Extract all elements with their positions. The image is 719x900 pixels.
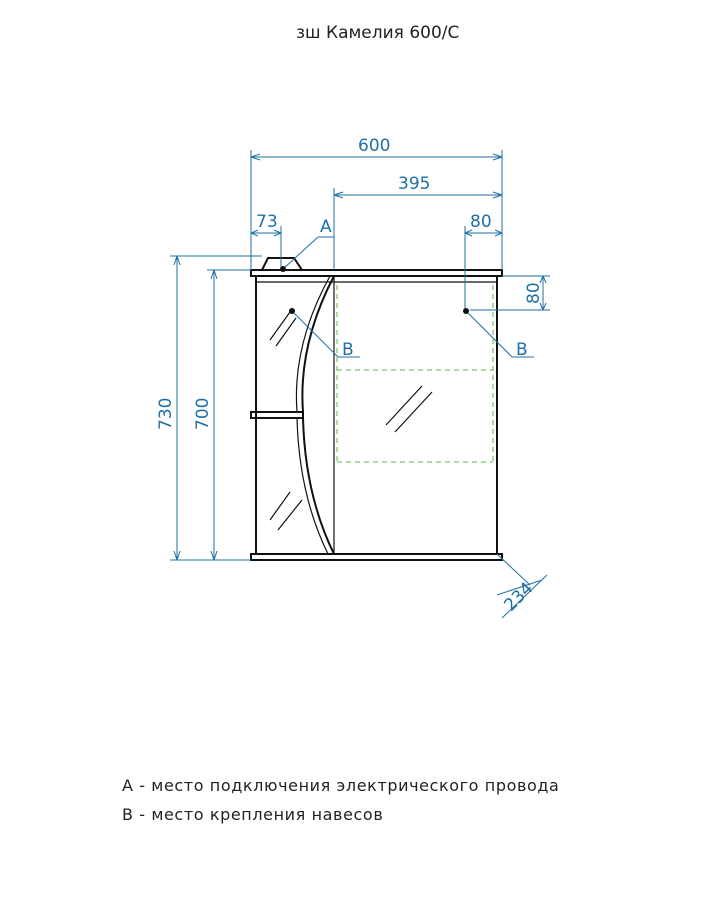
- hidden-shelves: [337, 285, 493, 462]
- dim-height-total: 730: [156, 397, 176, 430]
- mirror-glare: [276, 318, 296, 346]
- dim-depth: 234: [500, 578, 538, 616]
- dim-mount-top: 80: [524, 282, 544, 304]
- drawing-title: зш Камелия 600/С: [296, 23, 460, 43]
- dim-width-total: 600: [358, 136, 391, 156]
- marker-b-left: B: [342, 340, 354, 360]
- cabinet-outline: [251, 258, 502, 560]
- mirror-glare: [270, 312, 290, 340]
- point-a-marker: [280, 266, 286, 272]
- mirror-glare: [395, 392, 432, 432]
- middle-shelf: [251, 412, 303, 418]
- legend-b: B - место крепления навесов: [122, 805, 384, 824]
- dim-mount-right: 80: [470, 212, 492, 232]
- marker-a: A: [320, 217, 332, 237]
- bottom-panel: [251, 554, 502, 560]
- marker-b-right: B: [516, 340, 528, 360]
- dim-height-body: 700: [193, 397, 213, 430]
- legend-a: A - место подключения электрического провода: [122, 776, 560, 795]
- curve-lower-inner: [297, 418, 328, 554]
- point-b-right-marker: [463, 308, 469, 314]
- dim-door-width: 395: [398, 174, 431, 194]
- dim-mount-left: 73: [256, 212, 278, 232]
- point-b-left-marker: [289, 308, 295, 314]
- mirror-glare: [270, 492, 290, 520]
- mirror-glare: [386, 386, 422, 425]
- curve-upper: [302, 276, 334, 412]
